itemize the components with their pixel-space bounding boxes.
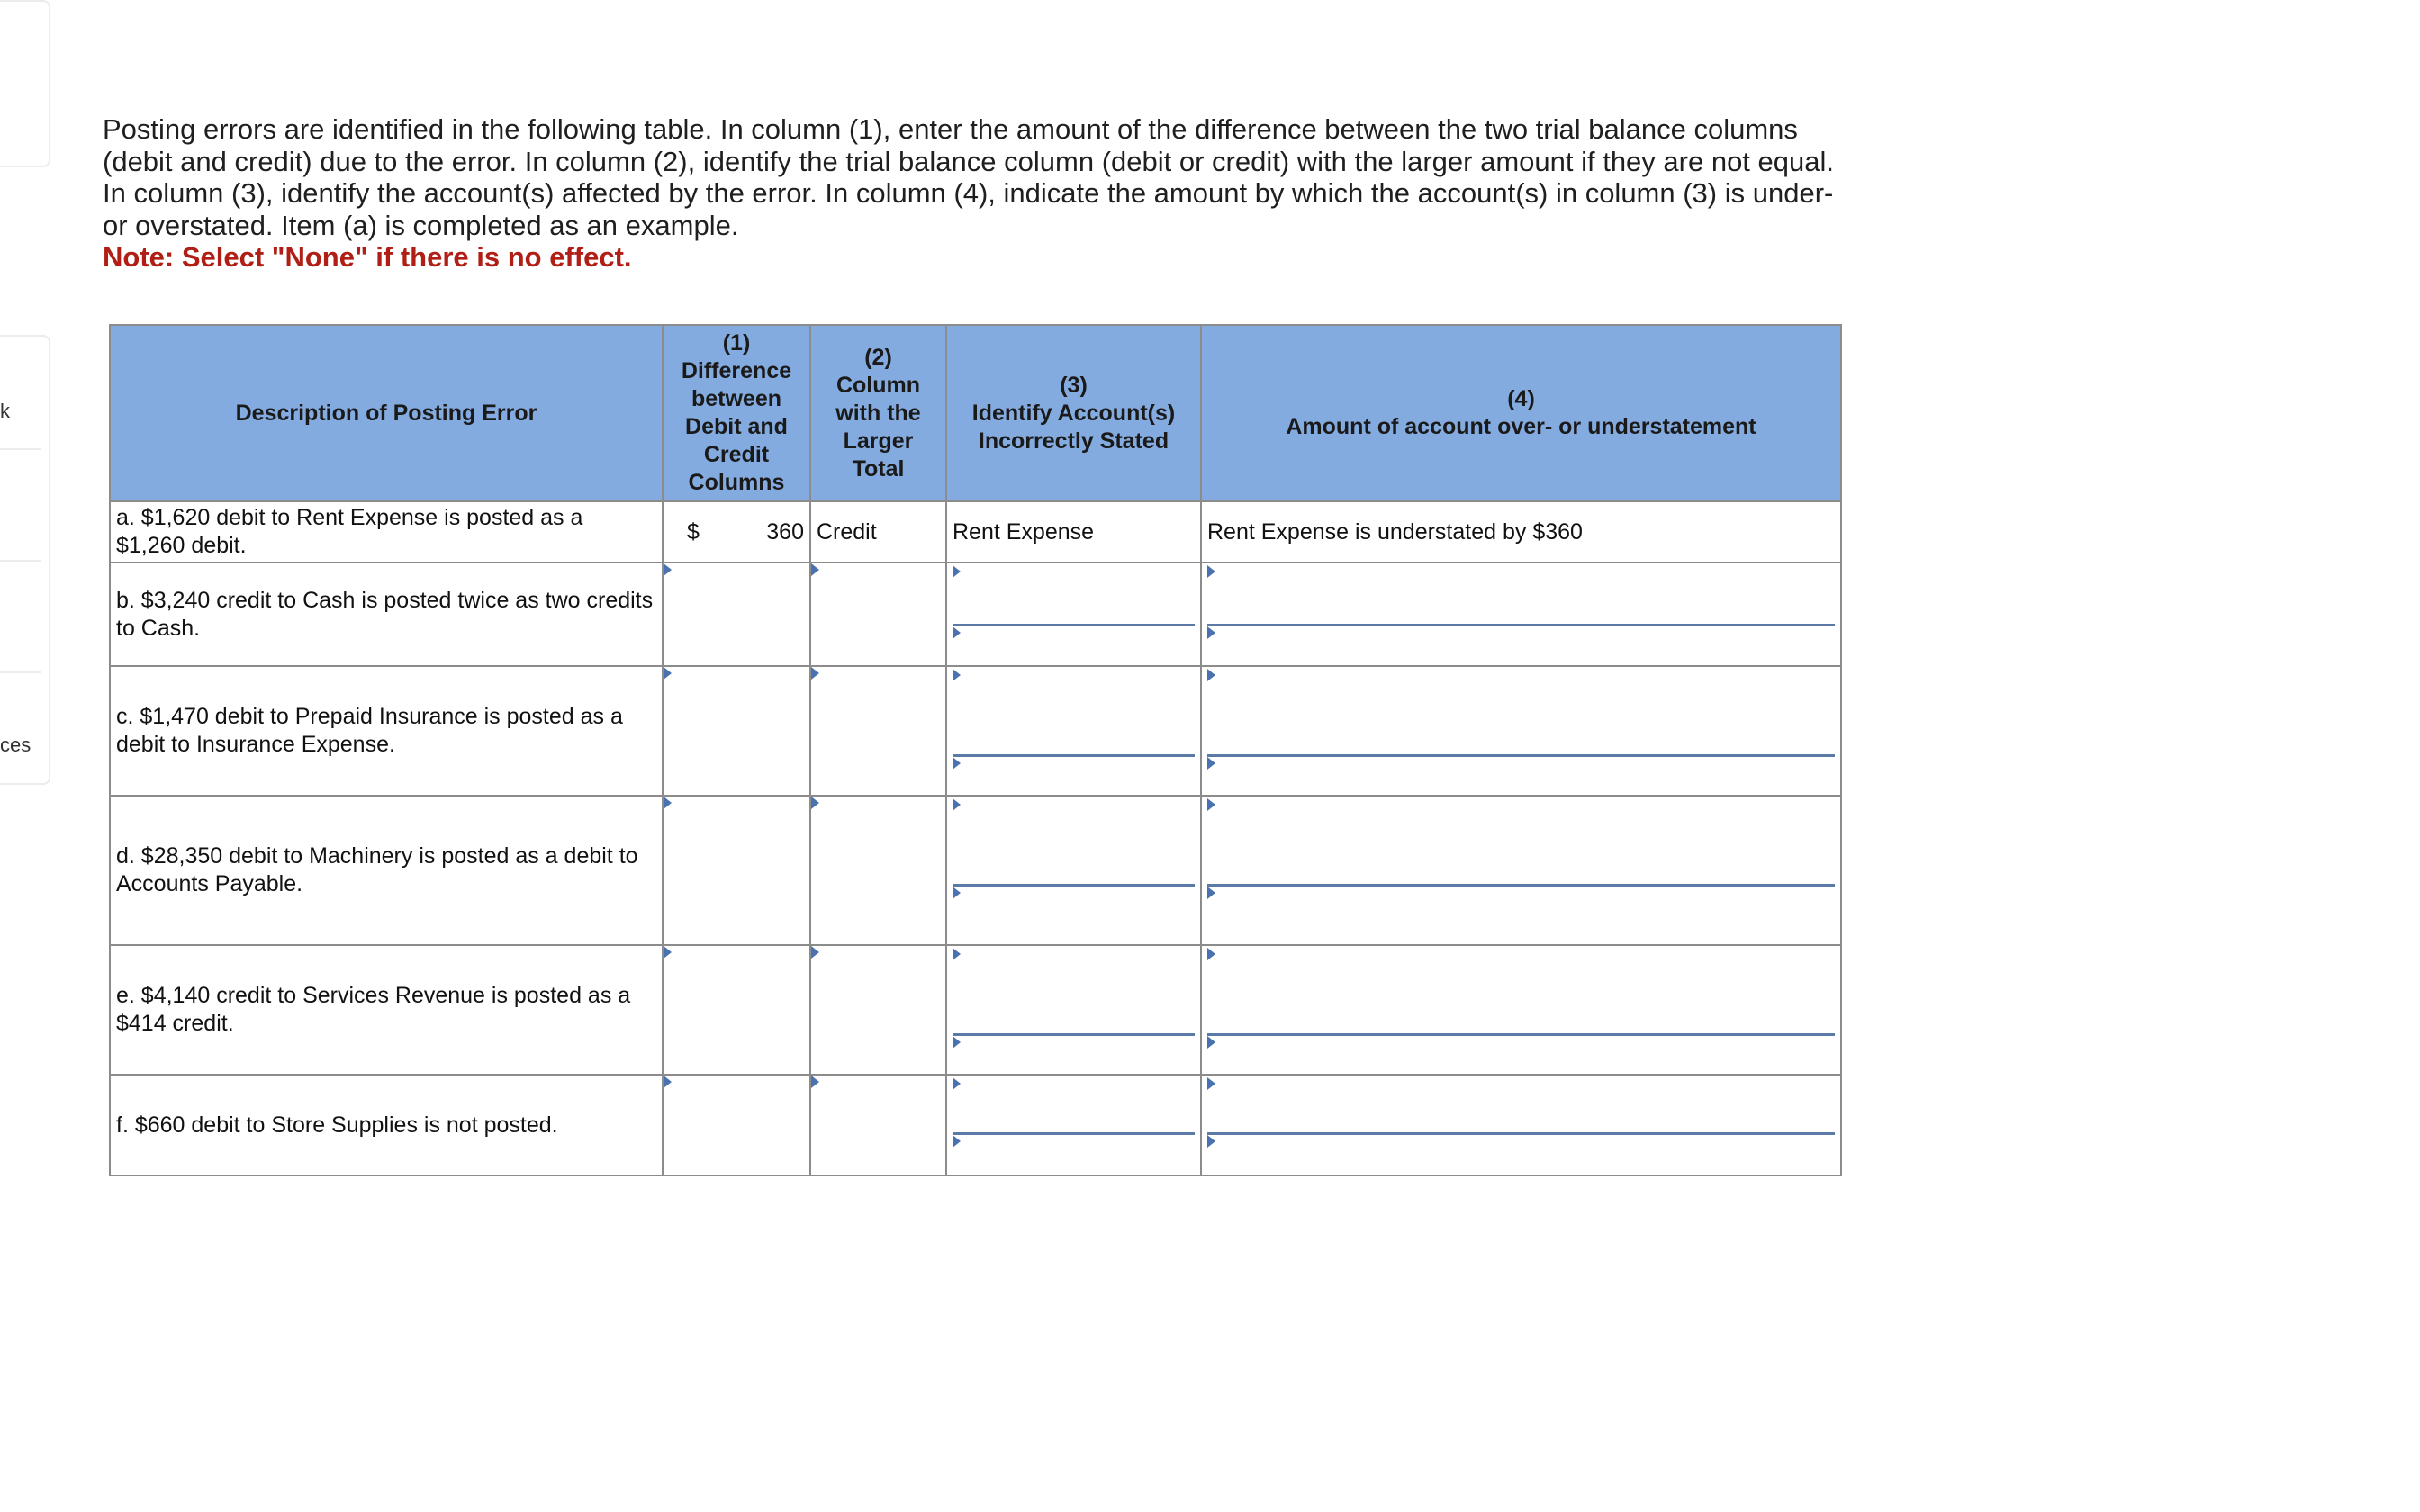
dropdown-arrow-icon (1207, 757, 1215, 770)
larger-column-select[interactable] (810, 666, 946, 796)
example-larger-column: Credit (810, 501, 946, 562)
sidebar-item-ces[interactable]: ces (0, 734, 32, 756)
account-select-2[interactable] (953, 1036, 1195, 1072)
table-row-b (110, 562, 1841, 666)
effect-cell (1201, 562, 1841, 666)
difference-input[interactable] (663, 562, 810, 666)
sidebar-item-k[interactable]: k (0, 400, 10, 422)
dropdown-arrow-icon (953, 886, 961, 899)
larger-column-select[interactable] (810, 945, 946, 1075)
account-select-2[interactable] (953, 626, 1195, 663)
account-cell (946, 796, 1201, 945)
sidebar-card-top (0, 0, 50, 167)
difference-input[interactable] (663, 666, 810, 796)
account-select-1[interactable] (953, 948, 1195, 1036)
account-cell (946, 945, 1201, 1075)
larger-column-select[interactable] (810, 796, 946, 945)
account-select-2[interactable] (953, 886, 1195, 942)
effect-cell (1201, 945, 1841, 1075)
example-difference (663, 501, 810, 562)
difference-input[interactable] (663, 945, 810, 1075)
dropdown-arrow-icon (953, 626, 961, 639)
dropdown-arrow-icon (664, 796, 672, 809)
dropdown-arrow-icon (953, 1036, 961, 1048)
dropdown-arrow-icon (664, 946, 672, 958)
dropdown-arrow-icon (664, 563, 672, 576)
dropdown-arrow-icon (953, 565, 961, 578)
dropdown-arrow-icon (811, 667, 819, 680)
effect-cell (1201, 1075, 1841, 1175)
header-amount: (4) Amount of account over- or understatement (1201, 325, 1841, 501)
instructions-note: Note: Select "None" if there is no effect. (103, 241, 632, 273)
dropdown-arrow-icon (953, 798, 961, 811)
account-select-2[interactable] (953, 1135, 1195, 1173)
larger-column-select[interactable] (810, 1075, 946, 1175)
posting-errors-table (109, 324, 1842, 1176)
dropdown-arrow-icon (1207, 565, 1215, 578)
sidebar-divider (0, 671, 41, 673)
account-select-1[interactable] (953, 1077, 1195, 1135)
table-row-d (110, 796, 1841, 945)
account-select-1[interactable] (953, 669, 1195, 757)
difference-input[interactable] (663, 796, 810, 945)
row-description: e. $4,140 credit to Services Revenue is posted as a $414 credit. (110, 945, 663, 1075)
dropdown-arrow-icon (664, 667, 672, 680)
dropdown-arrow-icon (953, 1077, 961, 1090)
row-description: b. $3,240 credit to Cash is posted twice as two credits to Cash. (110, 562, 663, 666)
effect-select-2[interactable] (1207, 1036, 1835, 1072)
effect-select-1[interactable] (1207, 669, 1835, 757)
table-row-c (110, 666, 1841, 796)
dropdown-arrow-icon (811, 946, 819, 958)
table-row-e (110, 945, 1841, 1075)
sidebar-divider (0, 560, 41, 562)
dropdown-arrow-icon (1207, 948, 1215, 960)
dropdown-arrow-icon (1207, 1077, 1215, 1090)
effect-cell (1201, 796, 1841, 945)
difference-input[interactable] (663, 1075, 810, 1175)
dropdown-arrow-icon (1207, 1036, 1215, 1048)
effect-select-1[interactable] (1207, 1077, 1835, 1135)
table-row-f (110, 1075, 1841, 1175)
account-select-1[interactable] (953, 565, 1195, 626)
instructions (103, 113, 1840, 274)
dropdown-arrow-icon (811, 796, 819, 809)
dropdown-arrow-icon (811, 1076, 819, 1088)
effect-select-2[interactable] (1207, 757, 1835, 793)
dropdown-arrow-icon (1207, 1135, 1215, 1148)
dropdown-arrow-icon (1207, 669, 1215, 681)
effect-select-1[interactable] (1207, 948, 1835, 1036)
header-description: Description of Posting Error (110, 325, 663, 501)
table-row-a (110, 501, 1841, 562)
account-select-1[interactable] (953, 798, 1195, 886)
instructions-text: Posting errors are identified in the following table. In column (1), enter the amount of the difference between the two trial balance columns (debit and credit) due to the error. In column (2), identify the trial balance column (debit or credit) with the larger amount if they are not equal. In column (3), identify the account(s) affected by the error. In column (4), indicate the amount by which the account(s) in column (3) is under- or overstated. Item (a) is completed as an example. (103, 113, 1834, 241)
header-row (110, 325, 1841, 501)
effect-select-2[interactable] (1207, 1135, 1835, 1173)
effect-select-2[interactable] (1207, 886, 1835, 942)
dropdown-arrow-icon (1207, 886, 1215, 899)
dropdown-arrow-icon (953, 1135, 961, 1148)
sidebar-divider (0, 448, 41, 450)
header-larger-column: (2) Column with the Larger Total (810, 325, 946, 501)
row-description: a. $1,620 debit to Rent Expense is posted as a $1,260 debit. (110, 501, 663, 562)
effect-cell (1201, 666, 1841, 796)
example-account: Rent Expense (946, 501, 1201, 562)
dropdown-arrow-icon (953, 669, 961, 681)
dropdown-arrow-icon (1207, 798, 1215, 811)
larger-column-select[interactable] (810, 562, 946, 666)
dropdown-arrow-icon (664, 1076, 672, 1088)
header-difference: (1) Difference between Debit and Credit Columns (663, 325, 810, 501)
effect-select-2[interactable] (1207, 626, 1835, 663)
difference-value: 360 (766, 518, 804, 544)
dropdown-arrow-icon (953, 948, 961, 960)
account-select-2[interactable] (953, 757, 1195, 793)
account-cell (946, 666, 1201, 796)
currency-symbol: $ (687, 518, 700, 544)
row-description: c. $1,470 debit to Prepaid Insurance is posted as a debit to Insurance Expense. (110, 666, 663, 796)
account-cell (946, 1075, 1201, 1175)
dropdown-arrow-icon (953, 757, 961, 770)
row-description: f. $660 debit to Store Supplies is not posted. (110, 1075, 663, 1175)
row-description: d. $28,350 debit to Machinery is posted as a debit to Accounts Payable. (110, 796, 663, 945)
effect-select-1[interactable] (1207, 565, 1835, 626)
example-effect: Rent Expense is understated by $360 (1201, 501, 1841, 562)
effect-select-1[interactable] (1207, 798, 1835, 886)
account-cell (946, 562, 1201, 666)
dropdown-arrow-icon (811, 563, 819, 576)
dropdown-arrow-icon (1207, 626, 1215, 639)
header-accounts: (3) Identify Account(s) Incorrectly Stated (946, 325, 1201, 501)
